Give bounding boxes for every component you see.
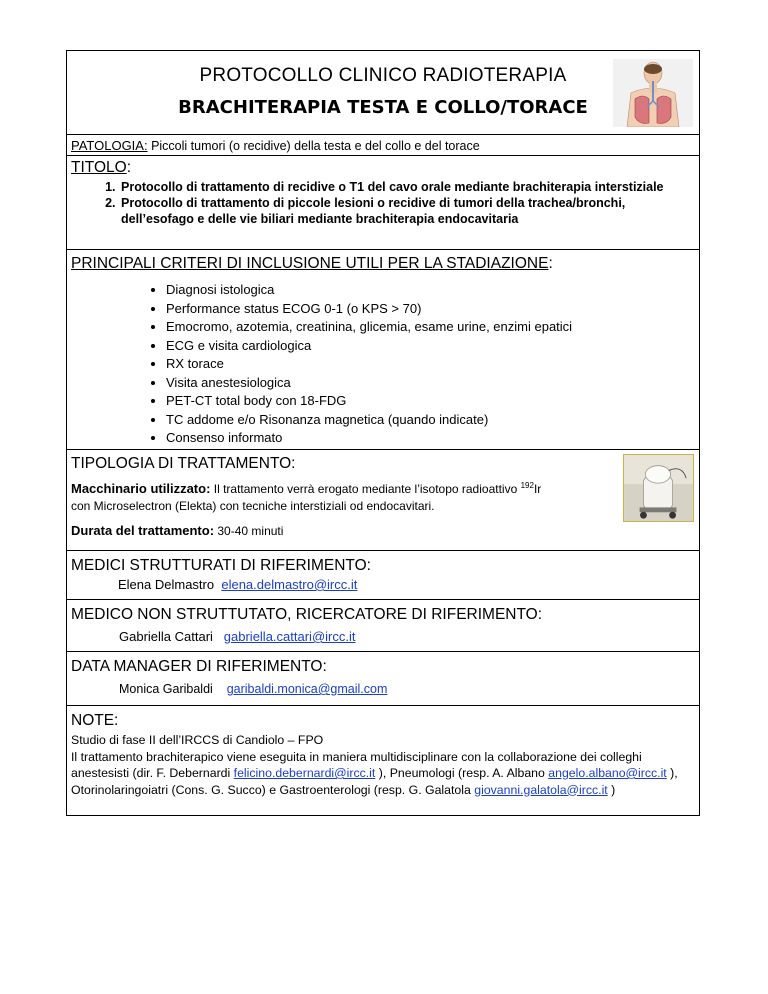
protocol-document bbox=[66, 50, 700, 816]
list-item: • Consenso informato bbox=[166, 429, 699, 448]
macchinario-label: Macchinario utilizzato: bbox=[71, 481, 211, 496]
titolo-heading: TITOLO: bbox=[71, 159, 132, 176]
medico-non-strutturato-heading: MEDICO NON STRUTTUTATO, RICERCATORE DI RIFERIMENTO: bbox=[71, 606, 543, 623]
list-item: • TC addome e/o Risonanza magnetica (quando indicate) bbox=[166, 411, 699, 430]
isotope-symbol: Ir bbox=[533, 482, 542, 496]
medico-strutturato-entry bbox=[67, 575, 699, 592]
list-item: • Diagnosi istologica bbox=[166, 281, 699, 300]
patologia-section bbox=[67, 135, 699, 156]
titolo-section bbox=[67, 156, 699, 250]
macchinario-line bbox=[67, 481, 699, 496]
trattamento-section bbox=[67, 450, 699, 551]
data-manager-entry bbox=[67, 676, 699, 696]
medico-name: Gabriella Cattari bbox=[119, 629, 213, 644]
medico-non-strutturato-section bbox=[67, 600, 699, 652]
titolo-list bbox=[67, 179, 699, 227]
medici-strutturati-section bbox=[67, 551, 699, 600]
email-link-debernardi[interactable]: felicino.debernardi@ircc.it bbox=[233, 766, 376, 780]
medico-email-link[interactable]: elena.delmastro@ircc.it bbox=[221, 577, 358, 592]
email-link-galatola[interactable]: giovanni.galatola@ircc.it bbox=[474, 782, 608, 797]
list-item: • PET-CT total body con 18-FDG bbox=[166, 392, 699, 411]
criteri-list bbox=[67, 281, 699, 448]
list-item: • Emocromo, azotemia, creatinina, glicemia, esame urine, enzimi epatici bbox=[166, 318, 699, 337]
isotope-mass: 192 bbox=[520, 481, 534, 490]
durata-value: 30-40 minuti bbox=[217, 524, 284, 538]
email-link-albano[interactable]: angelo.albano@ircc.it bbox=[548, 766, 667, 780]
data-manager-name: Monica Garibaldi bbox=[119, 682, 213, 696]
list-item: 1. Protocollo di trattamento di recidive o T1 del cavo orale mediante brachiterapia interstiziale bbox=[119, 179, 699, 195]
list-item: • Visita anestesiologica bbox=[166, 374, 699, 393]
anatomy-illustration bbox=[613, 59, 693, 127]
note-section bbox=[67, 706, 699, 816]
data-manager-heading: DATA MANAGER DI RIFERIMENTO: bbox=[71, 658, 327, 675]
durata-line bbox=[67, 523, 699, 538]
trattamento-heading: TIPOLOGIA DI TRATTAMENTO: bbox=[71, 455, 296, 472]
list-item: • ECG e visita cardiologica bbox=[166, 337, 699, 356]
patologia-label: PATOLOGIA: bbox=[71, 138, 148, 153]
document-title: PROTOCOLLO CLINICO RADIOTERAPIA bbox=[199, 65, 567, 86]
list-item: • RX torace bbox=[166, 355, 699, 374]
criteri-section bbox=[67, 250, 699, 450]
medico-non-strutturato-entry bbox=[67, 624, 699, 644]
note-heading: NOTE: bbox=[71, 712, 119, 729]
list-item: • Performance status ECOG 0-1 (o KPS > 70) bbox=[166, 300, 699, 319]
list-item: 2. Protocollo di trattamento di piccole lesioni o recidive di tumori della trachea/bronchi, dell’esofago e delle vie biliari mediante brachiterapia endocavitaria bbox=[119, 195, 699, 227]
note-line1: Studio di fase II dell’IRCCS di Candiolo – FPO bbox=[71, 733, 324, 747]
data-manager-email-link[interactable]: garibaldi.monica@gmail.com bbox=[226, 682, 388, 696]
macchinario-text: Il trattamento verrà erogato mediante l’isotopo radioattivo bbox=[213, 482, 518, 496]
macchinario-text2: con Microselectron (Elekta) con tecniche interstiziali od endocavitari. bbox=[71, 499, 435, 513]
header-section bbox=[67, 51, 699, 135]
durata-label: Durata del trattamento: bbox=[71, 523, 215, 538]
microselectron-photo bbox=[623, 454, 694, 522]
medici-strutturati-heading: MEDICI STRUTTURATI DI RIFERIMENTO: bbox=[71, 557, 371, 574]
note-paragraph: Il trattamento brachiterapico viene eseguita in maniera multidisciplinare con la collaborazione dei colleghi anestesisti (dir. F. Debernardi felicino.debernardi@ircc.it ), Pneumologi (resp. A. Albano angelo.albano@ircc.it ), Otorinolaringoiatri (Cons. G. Succo) e Gastroenterologi (resp. G. Galatola giovanni.galatola@ircc.it ) bbox=[71, 749, 678, 797]
patologia-text: Piccoli tumori (o recidive) della testa e del collo e del torace bbox=[151, 139, 480, 153]
medico-email-link[interactable]: gabriella.cattari@ircc.it bbox=[223, 629, 356, 644]
data-manager-section bbox=[67, 652, 699, 706]
medico-name: Elena Delmastro bbox=[118, 577, 215, 592]
note-body bbox=[67, 730, 699, 804]
document-subtitle: BRACHITERAPIA TESTA E COLLO/TORACE bbox=[178, 97, 588, 118]
criteri-heading: PRINCIPALI CRITERI DI INCLUSIONE UTILI PER LA STADIAZIONE: bbox=[71, 255, 553, 272]
